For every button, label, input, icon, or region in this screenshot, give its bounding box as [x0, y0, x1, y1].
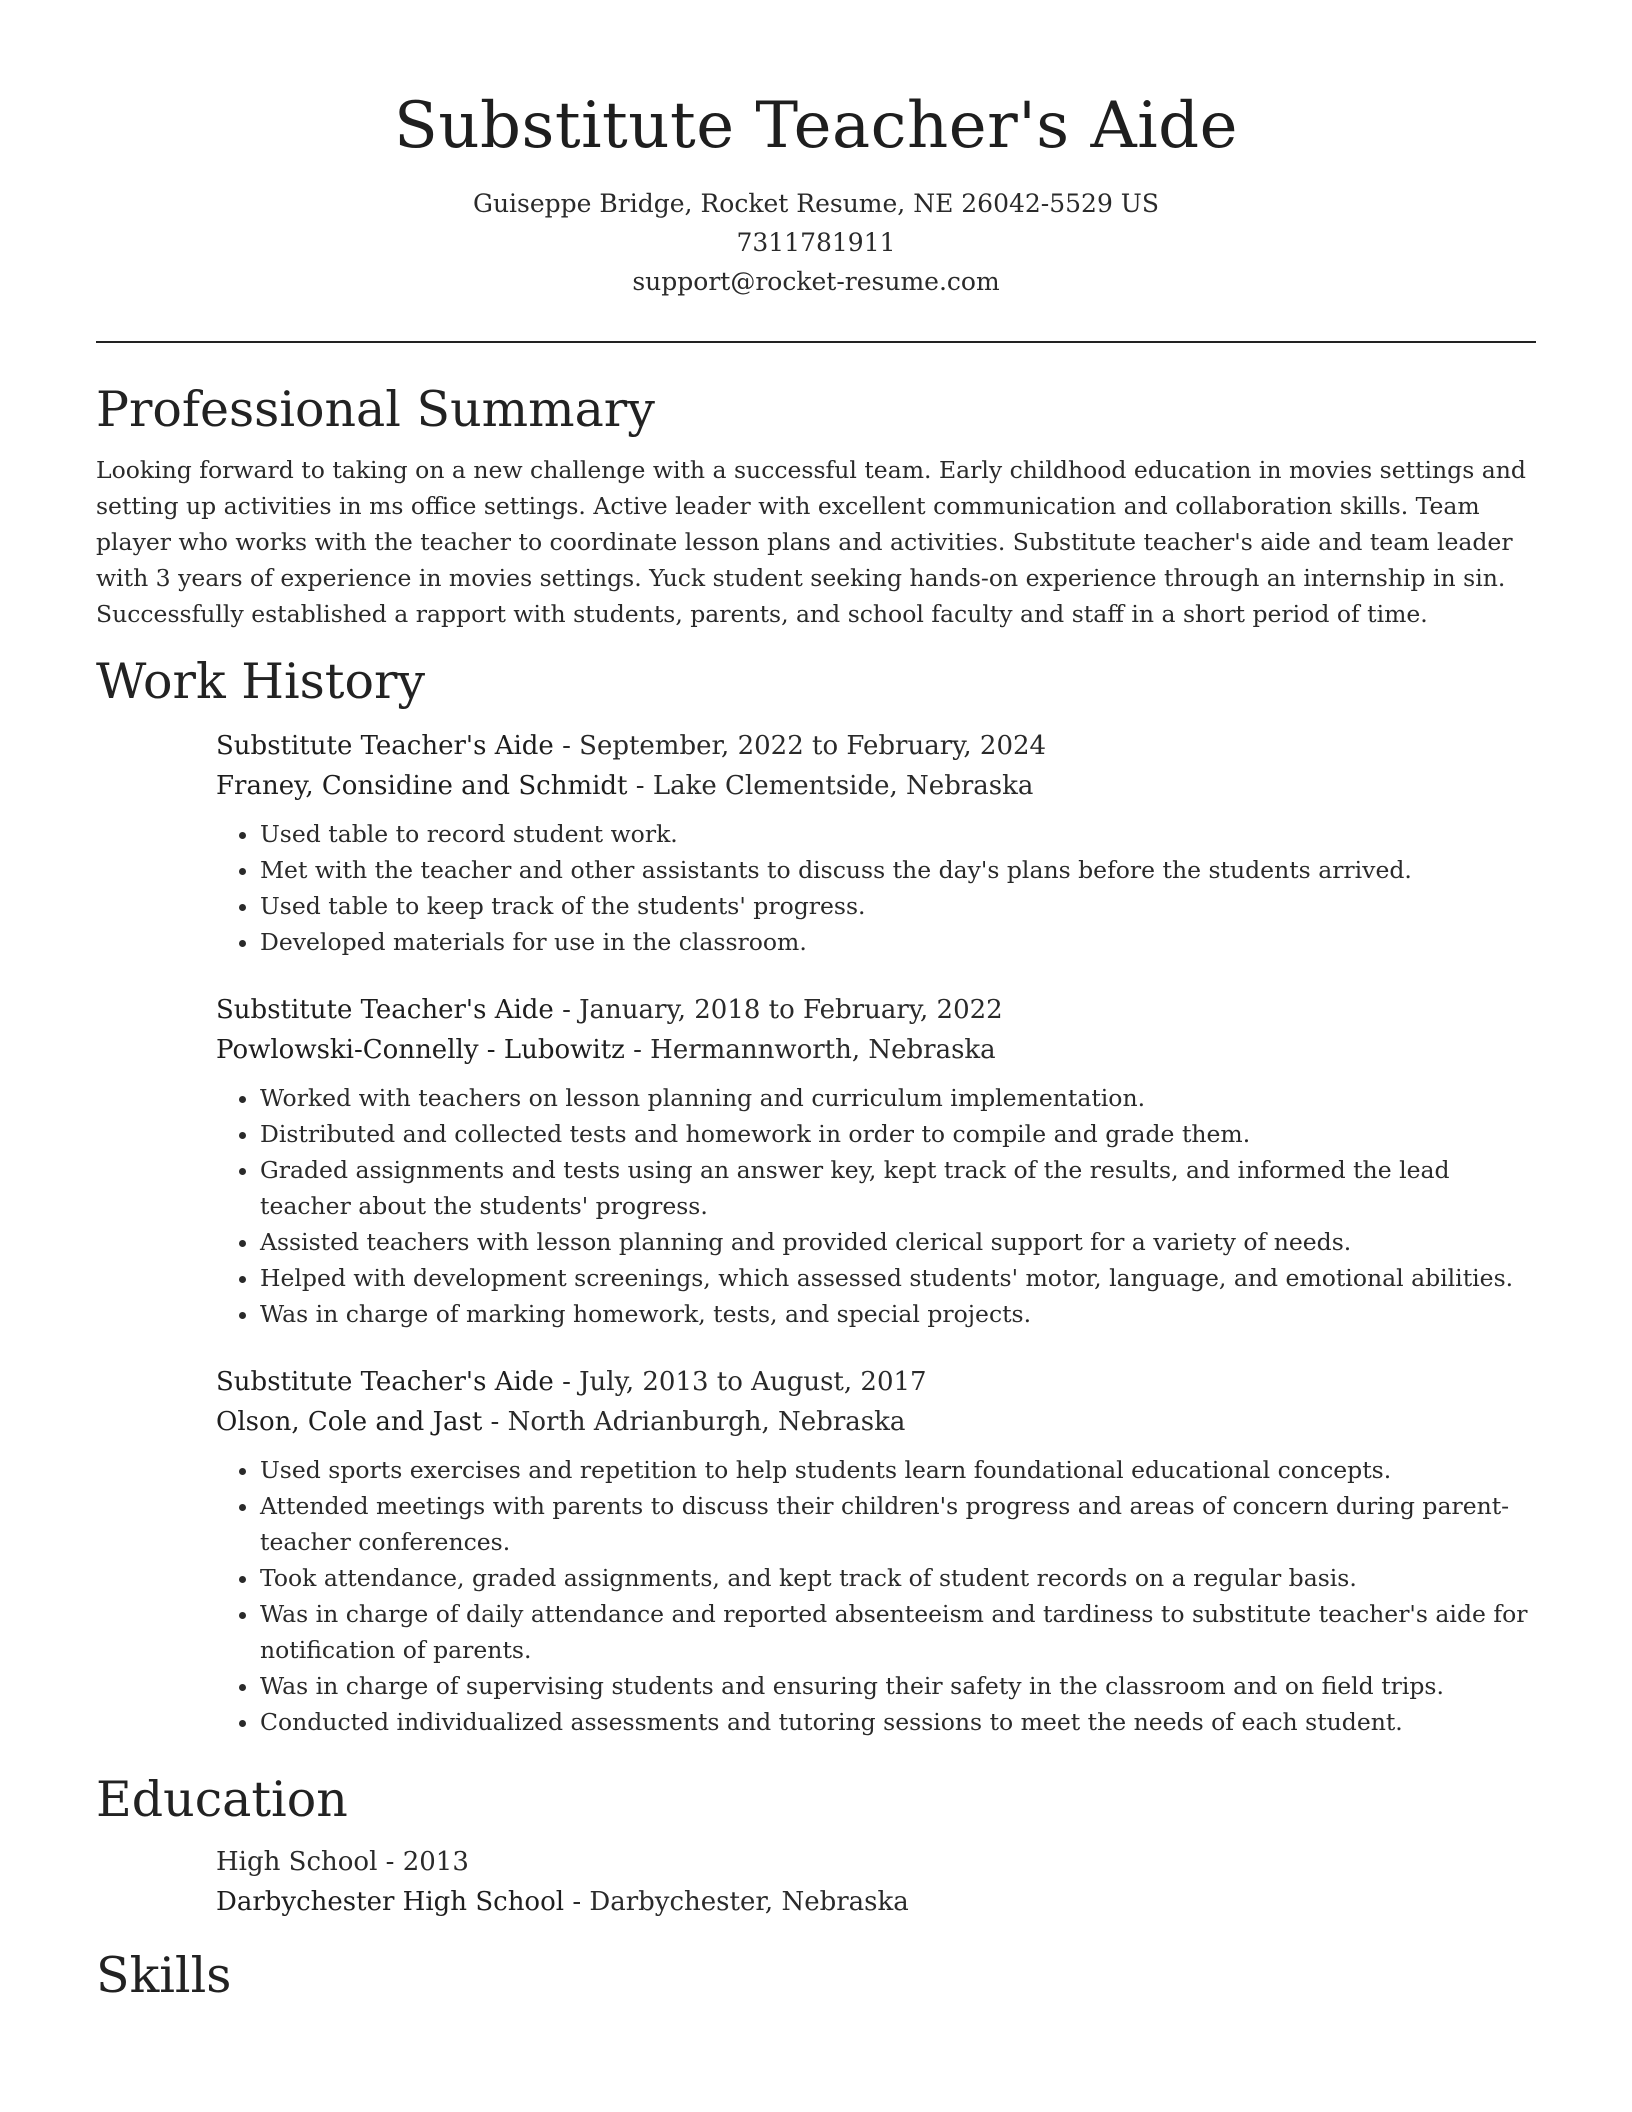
job-company-line: [216, 766, 1536, 806]
education-school-line: [216, 1882, 1536, 1922]
job-dates: - July, 2013 to August, 2017: [553, 1367, 927, 1397]
bullet-item: • Was in charge of supervising students and ensuring their safety in the classroom and on field trips.: [260, 1668, 1536, 1704]
job-company: Powlowski-Connelly - Lubowitz: [216, 1035, 625, 1065]
job-bullets: [216, 1452, 1536, 1740]
contact-address: Guiseppe Bridge, Rocket Resume, NE 26042-5529 US: [472, 189, 1160, 218]
bullet-item: • Graded assignments and tests using an answer key, kept track of the results, and informed the lead teacher about the students' progress.: [260, 1152, 1536, 1224]
skills-heading: Skills: [96, 1947, 232, 2004]
work-history-heading: Work History: [96, 653, 426, 710]
bullet-item: • Used sports exercises and repetition to help students learn foundational educational concepts.: [260, 1452, 1536, 1488]
education-location: - Darbychester, Nebraska: [564, 1887, 909, 1917]
job-entry-2: [216, 990, 1536, 1332]
job-title-line: [216, 1362, 1536, 1402]
contact-phone: 7311781911: [736, 228, 896, 257]
job-company-line: [216, 1402, 1536, 1442]
bullet-item: • Distributed and collected tests and homework in order to compile and grade them.: [260, 1116, 1536, 1152]
summary-text: Looking forward to taking on a new challenge with a successful team. Early childhood education in movies settings and setting up activities in ms office settings. Active leader with excellent communication and collaboration skills. Team player who works with the teacher to coordinate lesson plans and activities. Substitute teacher's aide and team leader with 3 years of experience in movies settings. Yuck student seeking hands-on experience through an internship in sin. Successfully established a rapport with students, parents, and school faculty and staff in a short period of time.: [96, 456, 1526, 628]
job-title-line: [216, 990, 1536, 1030]
job-company: Olson, Cole and Jast: [216, 1407, 483, 1437]
bullet-item: • Conducted individualized assessments and tutoring sessions to meet the needs of each student.: [260, 1704, 1536, 1740]
contact-block: [0, 184, 1632, 301]
education-degree: High School: [216, 1847, 378, 1877]
job-bullets: [216, 816, 1536, 960]
summary-heading: Professional Summary: [96, 381, 655, 438]
job-dates: - January, 2018 to February, 2022: [553, 995, 1003, 1025]
job-entry-1: [216, 726, 1536, 960]
job-dates: - September, 2022 to February, 2024: [553, 731, 1047, 761]
job-location: - Hermannworth, Nebraska: [624, 1035, 996, 1065]
job-company-line: [216, 1030, 1536, 1070]
education-heading: Education: [96, 1771, 348, 1828]
resume-header: [0, 0, 1632, 301]
job-title-line: [216, 726, 1536, 766]
candidate-name: Substitute Teacher's Aide: [393, 89, 1239, 163]
bullet-item: • Developed materials for use in the classroom.: [260, 924, 1536, 960]
contact-email: support@rocket-resume.com: [632, 267, 1000, 296]
bullet-item: • Met with the teacher and other assistants to discuss the day's plans before the students arrived.: [260, 852, 1536, 888]
bullet-item: • Was in charge of marking homework, tests, and special projects.: [260, 1296, 1536, 1332]
bullet-item: • Helped with development screenings, which assessed students' motor, language, and emotional abilities.: [260, 1260, 1536, 1296]
bullet-item: • Took attendance, graded assignments, and kept track of student records on a regular basis.: [260, 1560, 1536, 1596]
bullet-item: • Assisted teachers with lesson planning and provided clerical support for a variety of needs.: [260, 1224, 1536, 1260]
job-role: Substitute Teacher's Aide: [216, 731, 554, 761]
education-year: - 2013: [377, 1847, 469, 1877]
job-role: Substitute Teacher's Aide: [216, 995, 554, 1025]
bullet-item: • Used table to keep track of the students' progress.: [260, 888, 1536, 924]
education-degree-line: [216, 1842, 1536, 1882]
job-location: - Lake Clementside, Nebraska: [627, 771, 1034, 801]
bullet-item: • Attended meetings with parents to discuss their children's progress and areas of concern during parent-teacher conferences.: [260, 1488, 1536, 1560]
education-entry: [216, 1842, 1536, 1922]
job-bullets: [216, 1080, 1536, 1332]
bullet-item: • Used table to record student work.: [260, 816, 1536, 852]
job-entry-3: [216, 1362, 1536, 1740]
education-school: Darbychester High School: [216, 1887, 565, 1917]
resume-body: [96, 380, 1536, 2006]
bullet-item: • Was in charge of daily attendance and reported absenteeism and tardiness to substitute teacher's aide for notification of parents.: [260, 1596, 1536, 1668]
job-location: - North Adrianburgh, Nebraska: [482, 1407, 906, 1437]
job-role: Substitute Teacher's Aide: [216, 1367, 554, 1397]
bullet-item: • Worked with teachers on lesson planning and curriculum implementation.: [260, 1080, 1536, 1116]
job-company: Franey, Considine and Schmidt: [216, 771, 628, 801]
header-divider: [96, 341, 1536, 343]
